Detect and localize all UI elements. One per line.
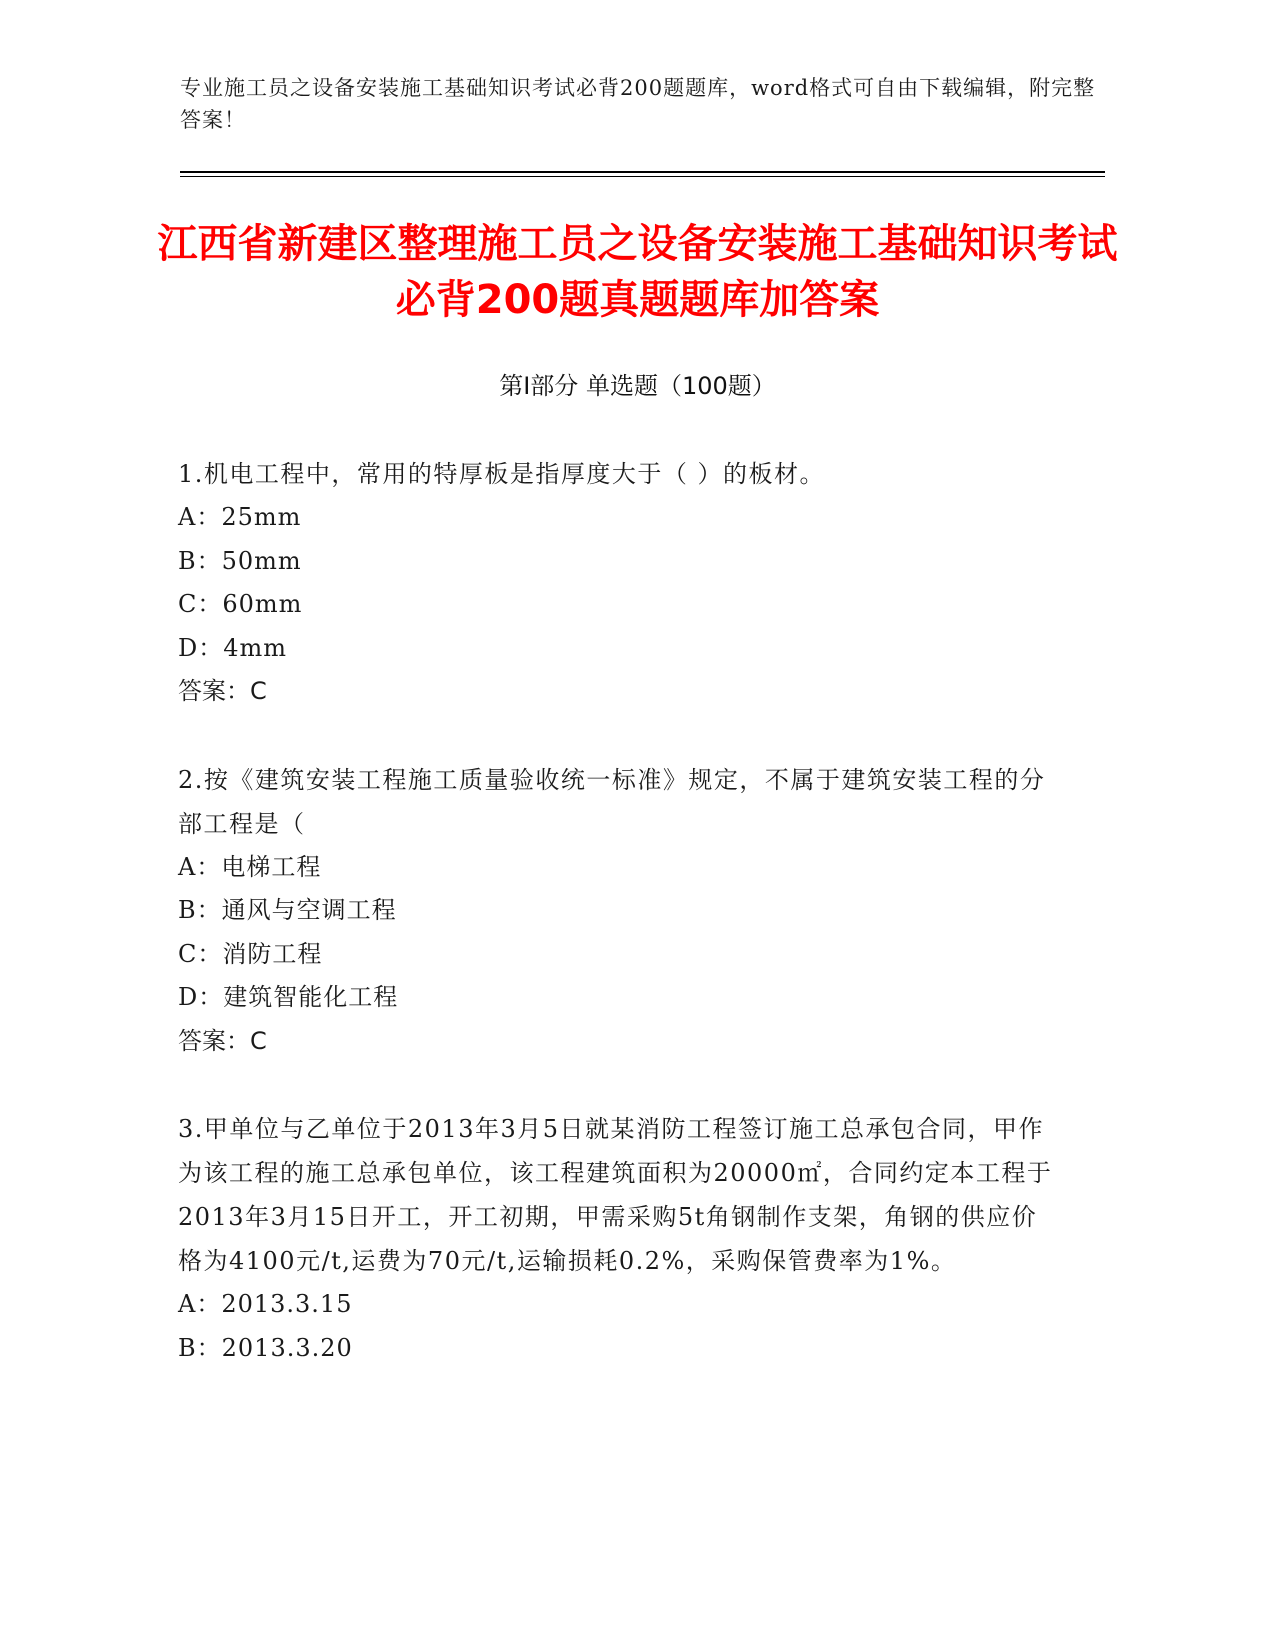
- question-list: [178, 452, 1058, 1414]
- document-title: 江西省新建区整理施工员之设备安装施工基础知识考试必背200题真题题库加答案: [157, 221, 1118, 323]
- header-divider-thin: [180, 176, 1105, 177]
- answer-line: 答案：C: [178, 677, 267, 705]
- question-2: [178, 758, 1058, 1064]
- option-c: C：消防工程: [178, 939, 323, 968]
- option-a: A：2013.3.15: [178, 1290, 353, 1318]
- header-note: 专业施工员之设备安装施工基础知识考试必背200题题库，word格式可自由下载编辑，附完整答案！: [180, 76, 1096, 132]
- option-a: A：电梯工程: [178, 852, 322, 881]
- answer-line: 答案：C: [178, 1026, 267, 1055]
- section-heading: 第Ⅰ部分 单选题（100题）: [499, 372, 776, 400]
- question-3: [178, 1107, 1058, 1370]
- option-d: D：4mm: [178, 633, 288, 662]
- header-divider-thick: [180, 171, 1105, 173]
- option-d: D：建筑智能化工程: [178, 983, 399, 1011]
- question-stem: 1.机电工程中，常用的特厚板是指厚度大于（ ）的板材。: [178, 460, 826, 488]
- option-a: A：25mm: [178, 503, 302, 531]
- option-b: B：通风与空调工程: [178, 896, 397, 924]
- question-stem: 2.按《建筑安装工程施工质量验收统一标准》规定，不属于建筑安装工程的分部工程是（: [178, 765, 1046, 838]
- question-stem: 3.甲单位与乙单位于2013年3月5日就某消防工程签订施工总承包合同，甲作为该工程的施工总承包单位，该工程建筑面积为20000㎡，合同约定本工程于2013年3月15日开工，开工初期，甲需采购5t角钢制作支架，角钢的供应价格为4100元/t,运费为70元/t,运输损耗0.2%，采购保管费率为1%。: [178, 1115, 1053, 1275]
- option-b: B：50mm: [178, 546, 302, 575]
- option-c: C：60mm: [178, 590, 303, 618]
- question-1: [178, 452, 1058, 714]
- option-b: B：2013.3.20: [178, 1333, 353, 1362]
